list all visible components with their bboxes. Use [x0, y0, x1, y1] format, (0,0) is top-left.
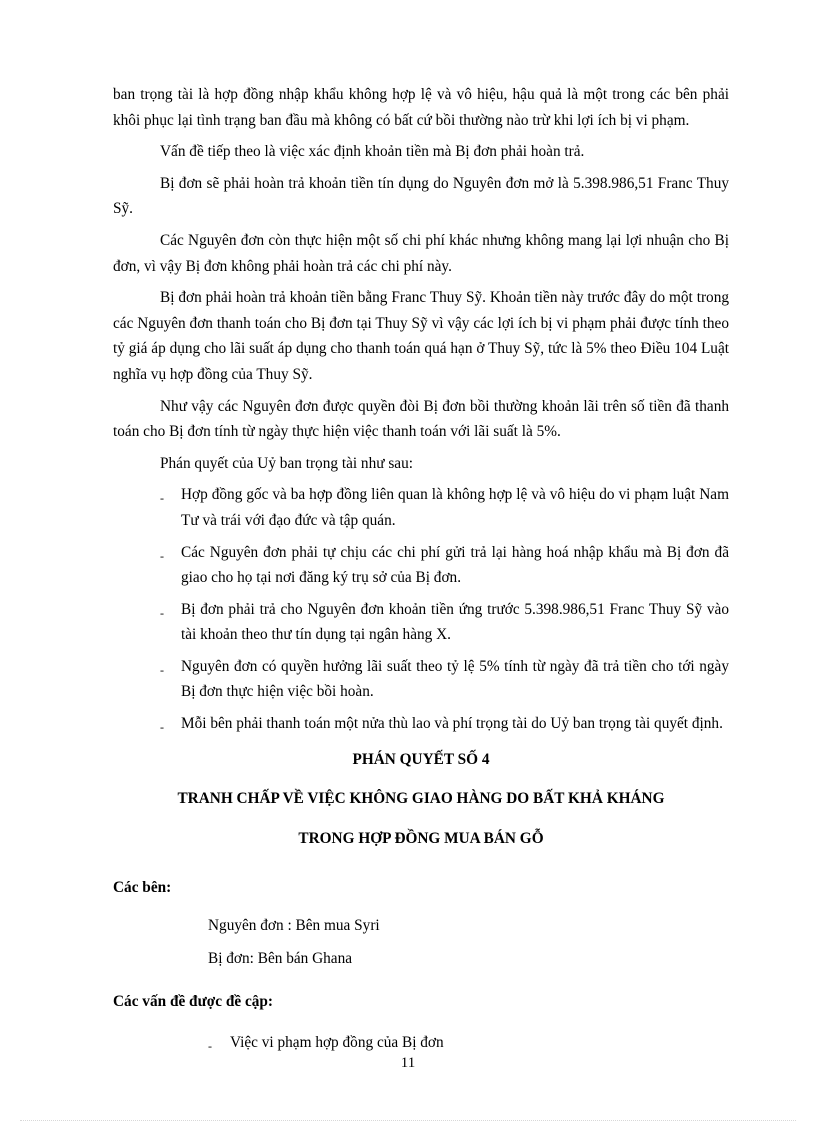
paragraph-refund-amount: Bị đơn sẽ phải hoàn trả khoản tiền tín dụng do Nguyên đơn mở là 5.398.986,51 Franc Thuy Sỹ.	[113, 174, 729, 218]
issue-item	[113, 1030, 729, 1056]
dispute-title-line-2: TRONG HỢP ĐỒNG MUA BÁN GỖ	[298, 829, 544, 847]
issues-label: Các vấn đề được đề cập:	[113, 993, 273, 1011]
decision-list	[113, 482, 729, 736]
paragraph-decision-intro: Phán quyết của Uỷ ban trọng tài như sau:	[160, 454, 413, 472]
page-bottom-divider	[20, 1120, 796, 1121]
paragraph-next-issue: Vấn đề tiếp theo là việc xác định khoản tiền mà Bị đơn phải hoàn trả.	[160, 143, 585, 161]
list-item	[113, 482, 729, 533]
dash-bullet: -	[160, 662, 164, 677]
dash-bullet: -	[208, 1039, 212, 1054]
dash-bullet: -	[160, 605, 164, 620]
dispute-title-line-1: TRANH CHẤP VỀ VIỆC KHÔNG GIAO HÀNG DO BẤT KHẢ KHÁNG	[177, 790, 665, 808]
list-item	[113, 597, 729, 648]
issue-item-text: Việc vi phạm hợp đồng của Bị đơn	[230, 1034, 444, 1052]
list-item-text: Hợp đồng gốc và ba hợp đồng liên quan là không hợp lệ và vô hiệu do vi phạm luật Nam Tư và trái với đạo đức và tập quán.	[181, 486, 729, 529]
list-item-text: Nguyên đơn có quyền hưởng lãi suất theo tỷ lệ 5% tính từ ngày đã trả tiền cho tới ngày Bị đơn thực hiện việc bồi hoàn.	[181, 657, 729, 701]
paragraph-interest: Như vậy các Nguyên đơn được quyền đòi Bị đơn bồi thường khoản lãi trên số tiền đã thanh toán cho Bị đơn tính từ ngày thực hiện việc thanh toán với lãi suất là 5%.	[113, 397, 729, 441]
parties-label: Các bên:	[113, 879, 172, 897]
paragraph-other-costs: Các Nguyên đơn còn thực hiện một số chi phí khác nhưng không mang lại lợi nhuận cho Bị đơn, vì vậy Bị đơn không phải hoàn trả các chi phí này.	[113, 231, 729, 275]
list-item-text: Bị đơn phải trả cho Nguyên đơn khoản tiền ứng trước 5.398.986,51 Franc Thuy Sỹ vào tài khoản theo thư tín dụng tại ngân hàng X.	[181, 600, 729, 644]
list-item-text: Các Nguyên đơn phải tự chịu các chi phí gửi trả lại hàng hoá nhập khẩu mà Bị đơn đã giao cho họ tại nơi đăng ký trụ sở của Bị đơn.	[181, 543, 729, 587]
dash-bullet: -	[160, 491, 164, 506]
paragraph-currency: Bị đơn phải hoàn trả khoản tiền bằng Franc Thuy Sỹ. Khoản tiền này trước đây do một trong các Nguyên đơn thanh toán cho Bị đơn tại Thuy Sỹ vì vậy các lợi ích bị vi phạm phải được tính theo tỷ giá áp dụng cho lãi suất áp dụng cho thanh toán quá hạn ở Thuy Sỹ, tức là 5% theo Điều 104 Luật nghĩa vụ hợp đồng của Thuy Sỹ.	[113, 289, 729, 383]
claimant-line: Nguyên đơn : Bên mua Syri	[208, 917, 380, 935]
dash-bullet: -	[160, 720, 164, 735]
paragraph-continuation: ban trọng tài là hợp đồng nhập khẩu không hợp lệ và vô hiệu, hậu quả là một trong các bên phải khôi phục lại tình trạng ban đầu mà không có bất cứ bồi thường nào trừ khi lợi ích bị vi phạm.	[113, 86, 729, 129]
list-item-text: Mỗi bên phải thanh toán một nửa thù lao và phí trọng tài do Uỷ ban trọng tài quyết định.	[181, 715, 723, 733]
page-body	[113, 82, 729, 1071]
list-item	[113, 654, 729, 705]
respondent-line: Bị đơn: Bên bán Ghana	[208, 949, 353, 967]
list-item	[113, 711, 729, 737]
page-number: 11	[400, 1055, 416, 1071]
decision-number-heading: PHÁN QUYẾT SỐ 4	[352, 750, 490, 768]
dash-bullet: -	[160, 548, 164, 563]
list-item	[113, 540, 729, 591]
